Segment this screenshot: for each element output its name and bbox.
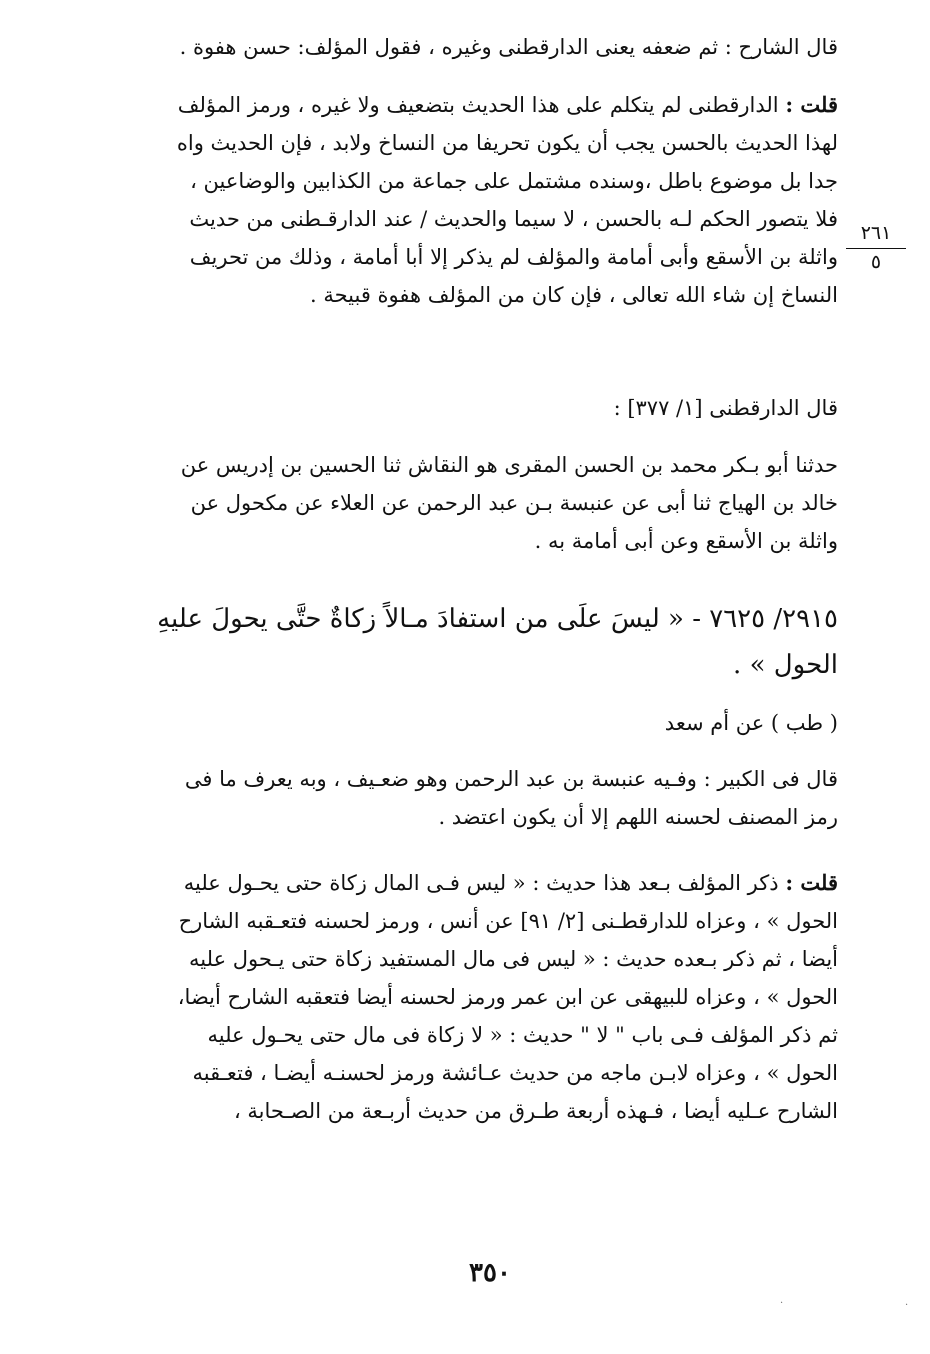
text-line: الحول » ، وعزاه لابـن ماجه من حديث عـائشة ورمز لحسنـه أيضـا ، فتعـقبه	[192, 1061, 838, 1085]
hadith-source	[132, 704, 838, 742]
qult-label: قلت :	[785, 92, 838, 117]
text-line: الحول » ، وعزاه للدارقطـنى [٢/ ٩١] عن أنس ، ورمز لحسنه فتعـقبه الشارح	[178, 909, 838, 933]
scan-speck: ·	[905, 1300, 909, 1311]
hadith-text	[132, 596, 838, 688]
text-line: الشارح عـليه أيضا ، فـهذه أربعة طـرق من حديث أربـعة من الصـحابة ،	[233, 1099, 838, 1123]
text-span: ذكر المؤلف بـعد هذا حديث : « ليس فـى المال زكاة حتى يحـول عليه	[183, 871, 779, 895]
text-line	[132, 86, 838, 124]
margin-part: ٥	[870, 251, 882, 273]
margin-reference	[846, 222, 906, 273]
author-note-paragraph-2	[132, 864, 838, 1130]
kabir-quote	[132, 760, 838, 836]
text-line: الحول » ، وعزاه للبيهقى عن ابن عمر ورمز لحسنه أيضا فتعقبه الشارح أيضا،	[177, 985, 838, 1009]
text-line: جدا بل موضوع باطل ،وسنده مشتمل على جماعة من الكذابين والوضاعين ،	[190, 169, 838, 193]
text-line: حدثنا أبو بـكر محمد بن الحسن المقرى هو النقاش ثنا الحسين بن إدريس عن	[180, 453, 838, 477]
isnad-paragraph	[132, 446, 838, 560]
text-line: قال فى الكبير : وفـيه عنبسة بن عبد الرحمن وهو ضعـيف ، وبه يعرف ما فى	[184, 767, 838, 791]
text-span: الدارقطنى لم يتكلم على هذا الحديث بتضعيف ولا غيره ، ورمز المؤلف	[177, 93, 779, 117]
text-line: النساخ إن شاء الله تعالى ، فإن كان من المؤلف هفوة قبيحة .	[309, 283, 838, 307]
text-line: رمز المصنف لحسنه اللهم إلا أن يكون اعتضد .	[438, 805, 838, 829]
text-line	[132, 864, 838, 902]
text-line: قال الدارقطنى [١/ ٣٧٧] :	[613, 396, 838, 420]
text-line: خالد بن الهياج ثنا أبى عن عنبسة بـن عبد الرحمن عن العلاء عن مكحول عن	[190, 491, 838, 515]
text-line: أيضا ، ثم ذكر بـعده حديث : « ليس فى مال المستفيد زكاة حتى يـحول عليه	[189, 947, 838, 971]
hadith-line: ٢٩١٥/ ٧٦٢٥ - « ليسَ علَى من استفادَ مـالاً زكاةٌ حتَّى يحولَ عليهِ	[157, 604, 838, 634]
text-line: قال الشارح : ثم ضعفه يعنى الدارقطنى وغيره ، فقول المؤلف: حسن هفوة .	[179, 35, 838, 59]
margin-volume-page: ٢٦١	[860, 222, 892, 244]
daraqutni-citation	[132, 389, 838, 427]
scan-speck: ·	[780, 1298, 784, 1309]
text-line: ( طب ) عن أم سعد	[664, 711, 838, 735]
page-number: ٣٥٠	[469, 1258, 511, 1288]
qult-label: قلت :	[785, 870, 838, 895]
text-line: واثلة بن الأسقع وعن أبى أمامة به .	[534, 529, 838, 553]
commentator-quote	[132, 28, 838, 66]
author-note-paragraph	[132, 86, 838, 314]
text-line: فلا يتصور الحكم لـه بالحسن ، لا سيما والحديث / عند الدارقـطنى من حديث	[189, 207, 838, 231]
text-line: لهذا الحديث بالحسن يجب أن يكون تحريفا من النساخ ولابد ، فإن الحديث واه	[176, 131, 838, 155]
text-line: ثم ذكر المؤلف فـى باب " لا " حديث : « لا زكاة فى مال حتى يحـول عليه	[207, 1023, 838, 1047]
margin-rule	[846, 248, 906, 249]
text-line: واثلة بن الأسقع وأبى أمامة والمؤلف لم يذكر إلا أبا أمامة ، وذلك من تحريف	[189, 245, 838, 269]
hadith-line: الحول » .	[733, 650, 838, 680]
